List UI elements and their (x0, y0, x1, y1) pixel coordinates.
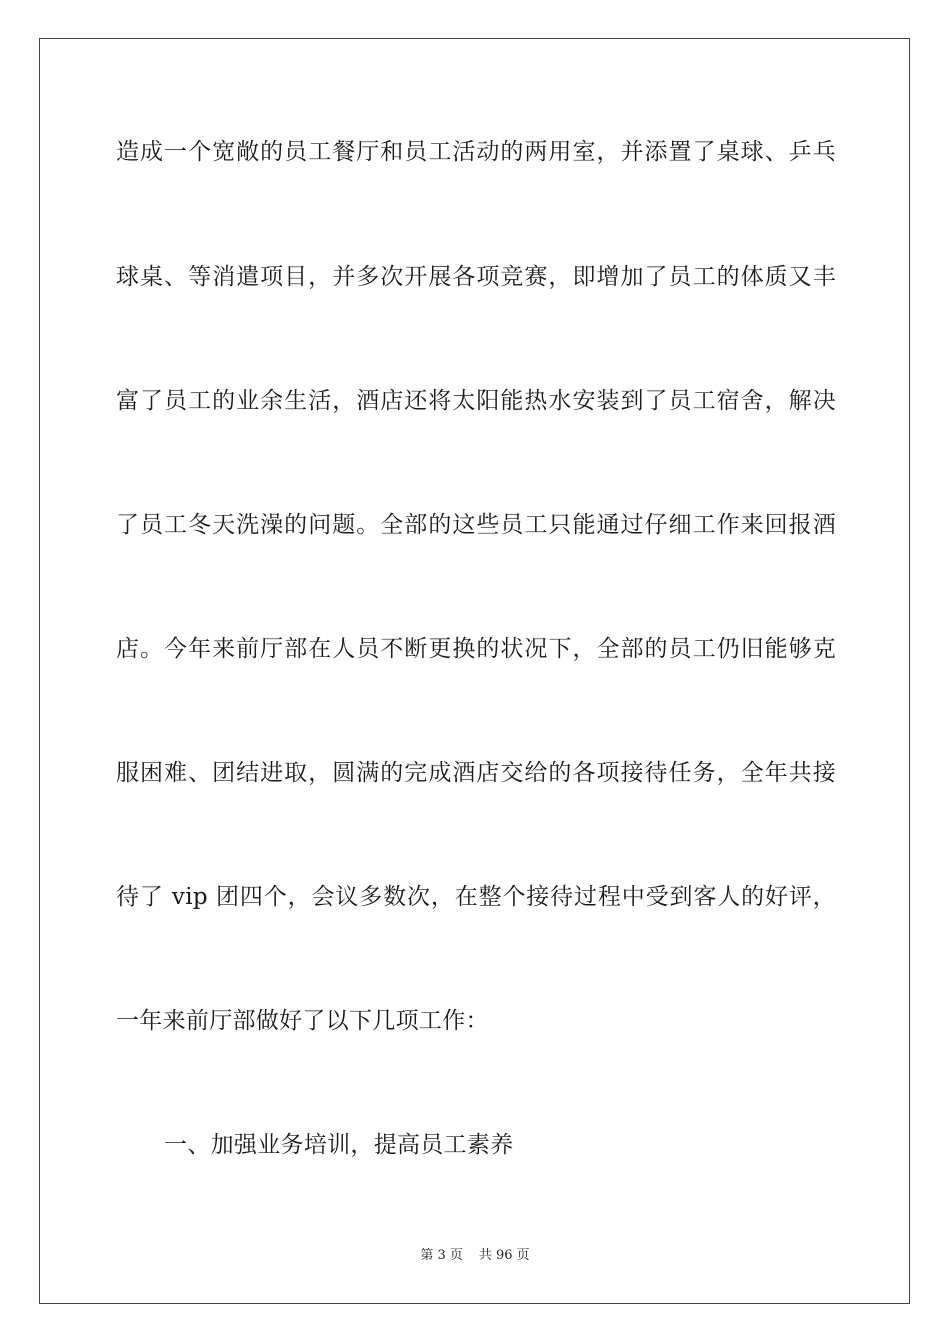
section-heading: 一、加强业务培训，提高员工素养 (164, 1132, 514, 1158)
total-page-count: 共 96 页 (478, 1248, 530, 1263)
body-text-line-2: 球桌、等消遣项目，并多次开展各项竞赛，即增加了员工的体质又丰 (116, 264, 836, 290)
page-footer (0, 1247, 950, 1265)
body-text-line-3: 富了员工的业余生活，酒店还将太阳能热水安装到了员工宿舍，解决 (116, 388, 836, 414)
body-text-line-1: 造成一个宽敞的员工餐厅和员工活动的两用室，并添置了桌球、乒乓 (116, 139, 836, 165)
page-border (39, 38, 910, 1304)
body-text-line-8: 一年来前厅部做好了以下几项工作： (116, 1008, 489, 1034)
body-text-line-7: 待了 vip 团四个，会议多数次，在整个接待过程中受到客人的好评， (116, 884, 836, 910)
current-page-number: 第 3 页 (420, 1248, 463, 1263)
body-text-line-5: 店。今年来前厅部在人员不断更换的状况下，全部的员工仍旧能够克 (116, 636, 836, 662)
body-text-line-6: 服困难、团结进取，圆满的完成酒店交给的各项接待任务，全年共接 (116, 760, 836, 786)
body-text-line-4: 了员工冬天洗澡的问题。全部的这些员工只能通过仔细工作来回报酒 (116, 512, 836, 538)
